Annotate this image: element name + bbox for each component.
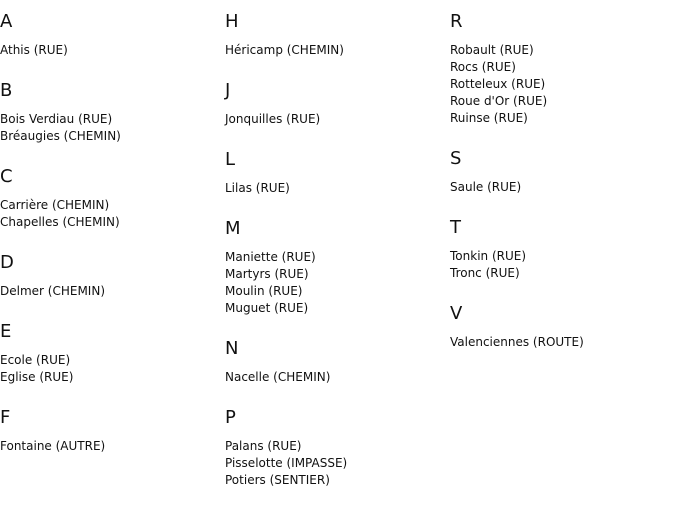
street-item: Héricamp (CHEMIN) <box>225 43 344 57</box>
street-item: Tonkin (RUE) <box>450 249 527 263</box>
street-list <box>225 180 445 197</box>
street-item: Chapelles (CHEMIN) <box>0 215 120 229</box>
letter-group-d <box>0 253 220 300</box>
letter-heading: J <box>225 80 231 101</box>
letter-group-c <box>0 167 220 231</box>
letter-heading: T <box>450 217 461 238</box>
street-item: Moulin (RUE) <box>225 284 303 298</box>
letter-heading: F <box>0 407 11 428</box>
letter-group-l <box>225 150 445 197</box>
street-item: Bois Verdiau (RUE) <box>0 112 113 126</box>
street-item: Lilas (RUE) <box>225 181 290 195</box>
street-index-column-3 <box>450 0 670 351</box>
street-list <box>225 42 445 59</box>
street-item: Rotteleux (RUE) <box>450 77 546 91</box>
letter-heading: L <box>225 149 236 170</box>
street-item: Bréaugies (CHEMIN) <box>0 129 121 143</box>
street-item: Rocs (RUE) <box>450 60 516 74</box>
street-item: Martyrs (RUE) <box>225 267 309 281</box>
street-list <box>450 334 670 351</box>
street-item: Ruinse (RUE) <box>450 111 528 125</box>
street-list <box>0 352 220 386</box>
letter-heading: N <box>225 338 239 359</box>
letter-group-b <box>0 81 220 145</box>
letter-group-n <box>225 339 445 386</box>
street-item: Maniette (RUE) <box>225 250 316 264</box>
letter-group-m <box>225 219 445 317</box>
letter-group-v <box>450 304 670 351</box>
street-item: Potiers (SENTIER) <box>225 473 330 487</box>
street-list <box>0 197 220 231</box>
letter-heading: H <box>225 11 239 32</box>
street-item: Pisselotte (IMPASSE) <box>225 456 348 470</box>
letter-heading: M <box>225 218 241 239</box>
street-item: Eglise (RUE) <box>0 370 74 384</box>
street-item: Roue d'Or (RUE) <box>450 94 548 108</box>
street-item: Valenciennes (ROUTE) <box>450 335 584 349</box>
street-item: Muguet (RUE) <box>225 301 309 315</box>
letter-group-f <box>0 408 220 455</box>
street-list <box>0 438 220 455</box>
street-list <box>450 42 670 127</box>
letter-group-j <box>225 81 445 128</box>
letter-group-p <box>225 408 445 489</box>
letter-heading: C <box>0 166 13 187</box>
letter-heading: V <box>450 303 463 324</box>
letter-heading: R <box>450 11 463 32</box>
street-index-column-1 <box>0 0 220 455</box>
street-index-column-2 <box>225 0 445 489</box>
street-item: Tronc (RUE) <box>450 266 520 280</box>
street-list <box>225 249 445 317</box>
street-list <box>225 369 445 386</box>
street-list <box>450 179 670 196</box>
street-item: Carrière (CHEMIN) <box>0 198 110 212</box>
letter-group-e <box>0 322 220 386</box>
letter-heading: A <box>0 11 13 32</box>
letter-heading: D <box>0 252 14 273</box>
street-item: Jonquilles (RUE) <box>225 112 321 126</box>
street-item: Ecole (RUE) <box>0 353 71 367</box>
street-item: Palans (RUE) <box>225 439 302 453</box>
street-item: Saule (RUE) <box>450 180 522 194</box>
letter-heading: E <box>0 321 12 342</box>
letter-group-a <box>0 12 220 59</box>
street-list <box>450 248 670 282</box>
street-item: Athis (RUE) <box>0 43 68 57</box>
letter-group-t <box>450 218 670 282</box>
street-list <box>225 111 445 128</box>
letter-heading: P <box>225 407 236 428</box>
street-item: Nacelle (CHEMIN) <box>225 370 331 384</box>
street-item: Fontaine (AUTRE) <box>0 439 106 453</box>
letter-group-s <box>450 149 670 196</box>
street-list <box>0 42 220 59</box>
street-list <box>0 111 220 145</box>
letter-heading: B <box>0 80 13 101</box>
street-item: Robault (RUE) <box>450 43 534 57</box>
letter-group-h <box>225 12 445 59</box>
street-item: Delmer (CHEMIN) <box>0 284 105 298</box>
street-list <box>0 283 220 300</box>
letter-heading: S <box>450 148 462 169</box>
letter-group-r <box>450 12 670 127</box>
street-list <box>225 438 445 489</box>
